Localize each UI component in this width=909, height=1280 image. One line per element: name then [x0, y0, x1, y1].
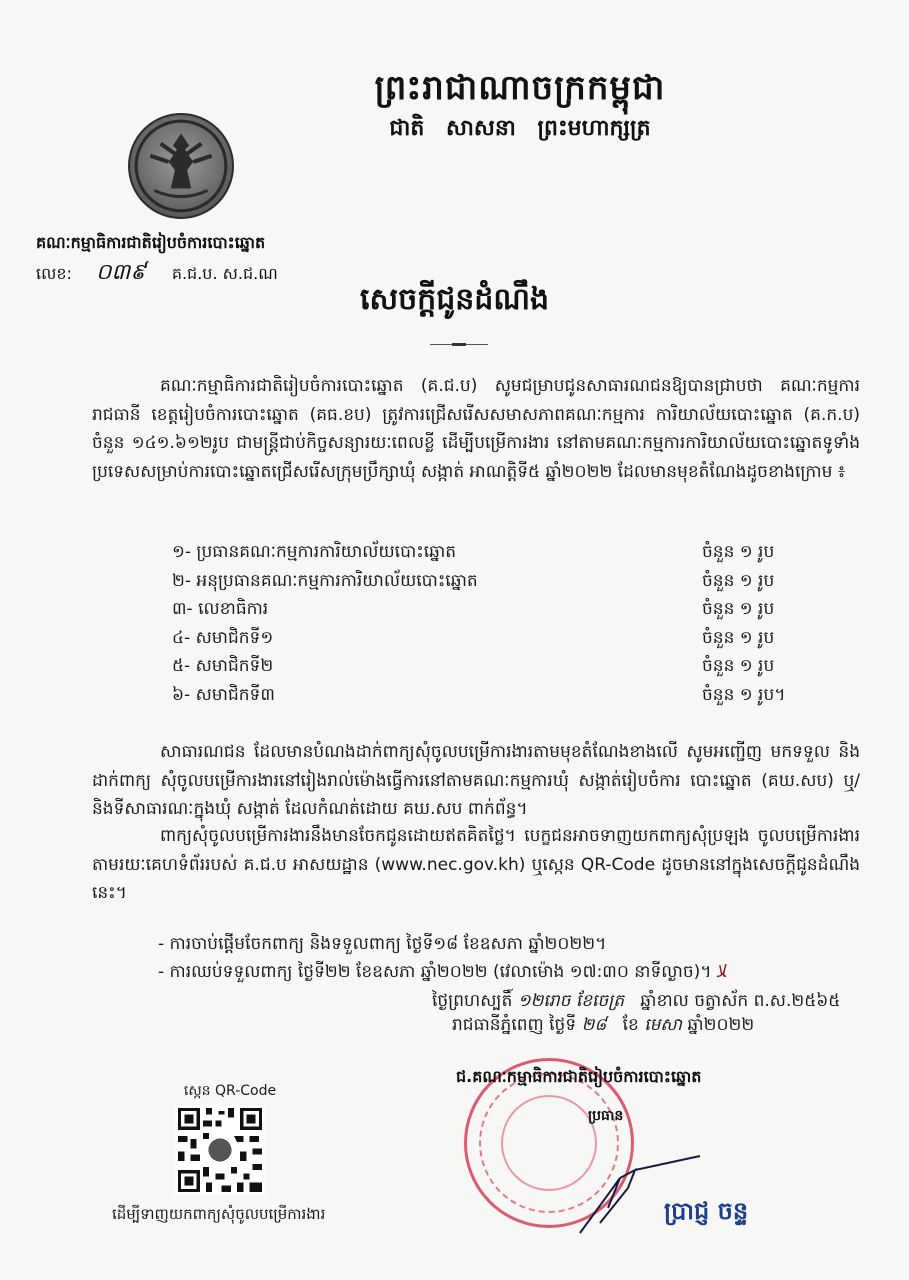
position-label: ៤- សមាជិកទី១: [172, 627, 274, 648]
position-count: ចំនួន ១ រូប: [702, 570, 775, 591]
handwritten-mark: ﻼ: [715, 962, 726, 982]
position-label: ៦- សមាជិកទី៣: [172, 684, 275, 705]
date-year: ឆ្នាំ២០២២: [687, 1015, 755, 1035]
gregorian-date: [452, 1014, 754, 1039]
position-label: ១- ប្រធានគណៈកម្មការការិយាល័យបោះឆ្នោត: [172, 542, 457, 562]
national-motto: ជាតិ សាសនា ព្រះមហាក្សត្រ: [389, 116, 651, 141]
position-count: ចំនួន ១ រូប។: [702, 684, 786, 705]
bullet-start-date: - ការចាប់ផ្តើមចែកពាក្យ និងទទួលពាក្យ ថ្ងៃទី១៨ ខែឧសភា ឆ្នាំ២០២២។: [158, 934, 607, 954]
bullet-end-date-text: - ការឈប់ទទួលពាក្យ ថ្ងៃទី២២ ខែឧសភា ឆ្នាំ២០២២ (វេលាម៉ោង ១៧:៣០ នាទីល្ងាច)។: [158, 962, 712, 982]
list-item: [172, 567, 792, 596]
paragraph-application: [92, 738, 860, 824]
signatory-organization: ជ.គណៈកម្មាធិការជាតិរៀបចំការបោះឆ្នោត: [456, 1067, 702, 1086]
position-label: ២- អនុប្រធានគណៈកម្មការការិយាល័យបោះឆ្នោត: [172, 570, 478, 591]
lunar-day: ១២រោច: [517, 991, 571, 1011]
title-divider: [430, 344, 488, 345]
reference-code: គ.ជ.ប. ស.ជ.ណ: [171, 264, 278, 283]
list-item: [172, 681, 792, 710]
date-place: រាជធានីភ្នំពេញ ថ្ងៃទី: [452, 1015, 577, 1035]
bullet-end-date: [158, 958, 726, 986]
signatory-role: ប្រធាន: [588, 1108, 624, 1124]
lunar-date: [432, 990, 840, 1015]
issuing-organization: គណៈកម្មាធិការជាតិរៀបចំការបោះឆ្នោត: [36, 233, 266, 252]
lunar-month: ខែចេត្រ: [575, 991, 625, 1011]
list-item: [172, 652, 792, 681]
paragraph-intro-text: គណៈកម្មាធិការជាតិរៀបចំការបោះឆ្នោត (គ.ជ.ប) សូមជម្រាបជូនសាធារណជនឱ្យបានជ្រាបថា គណៈកម្មការរាជធានី ខេត្តរៀបចំការបោះឆ្នោត (គធ.ខប) ត្រូវការជ្រើសរើសសមាសភាពគណៈកម្មការ ការិយាល័យបោះឆ្នោត (គ.ក.ប) ចំនួន ១៤១.៦១២រូប ជាមន្ត្រីជាប់កិច្ចសន្យារយៈពេលខ្លី ដើម្បីបម្រើការងារ នៅតាមគណៈកម្មការការិយាល័យបោះឆ្នោតទូទាំងប្រទេសសម្រាប់ការបោះឆ្នោតជ្រើសរើសក្រុមប្រឹក្សាឃុំ សង្កាត់ អាណត្តិទី៥ ឆ្នាំ២០២២ ដែលមានមុខតំណែងដូចខាងក្រោម ៖: [92, 376, 860, 482]
signatory-name: ប្រាជ្ញ ចន្ទ: [664, 1197, 749, 1225]
document-title: សេចក្តីជូនដំណឹង: [360, 282, 549, 317]
paragraph-application-text: សាធារណជន ដែលមានបំណងដាក់ពាក្យសុំចូលបម្រើការងារតាមមុខតំណែងខាងលើ សូមអញ្ជើញ មកទទួល និងដាក់ពាក្យ សុំចូលបម្រើការងារនៅរៀងរាល់ម៉ោងធ្វើការនៅតាមគណៈកម្មការឃុំ សង្កាត់រៀបចំការ បោះឆ្នោត (គឃ.សប) ឬ/និងទីសាធារណៈក្នុងឃុំ សង្កាត់ ដែលកំណត់ដោយ គឃ.សប ពាក់ព័ន្ធ។: [92, 742, 860, 819]
position-label: ៥- សមាជិកទី២: [172, 656, 274, 676]
positions-list: [172, 538, 792, 709]
list-item: [172, 538, 792, 567]
list-item: [172, 624, 792, 653]
position-count: ចំនួន ១ រូប: [702, 542, 775, 562]
date-month-label: ខែ: [622, 1015, 639, 1035]
paragraph-download: [92, 822, 860, 908]
reference-number: ០៣៩: [95, 260, 146, 285]
date-month: មេសា: [644, 1015, 683, 1035]
paragraph-download-text: ពាក្យសុំចូលបម្រើការងារនឹងមានចែកជូនដោយឥតគិតថ្លៃ។ បេក្ខជនអាចទាញយកពាក្យសុំប្រឡង ចូលបម្រើការងារតាមរយៈគេហទំព័ររបស់ គ.ជ.ប អាសយដ្ឋាន (www.nec.gov.kh) ឬស្កេន QR-Code ដូចមាននៅក្នុងសេចក្តីជូនដំណឹងនេះ។: [92, 826, 860, 903]
date-day: ២៨: [581, 1015, 607, 1035]
qr-caption: ដើម្បីទាញយកពាក្យសុំចូលបម្រើការងារ: [112, 1205, 326, 1223]
lunar-weekday: ថ្ងៃព្រហស្បតិ៍: [432, 991, 513, 1011]
kingdom-heading: ព្រះរាជាណាចក្រកម្ពុជា: [374, 68, 666, 108]
qr-label: ស្កេន QR-Code: [183, 1083, 277, 1099]
paragraph-intro: [92, 372, 860, 486]
position-label: ៣- លេខាធិការ: [172, 599, 269, 619]
nec-emblem-icon: [128, 113, 234, 219]
lunar-year: ឆ្នាំខាល ចត្វាស័ក ព.ស.២៥៦៥: [640, 991, 841, 1011]
position-count: ចំនួន ១ រូប: [702, 656, 775, 676]
list-item: [172, 595, 792, 624]
qr-code-icon[interactable]: [175, 1105, 265, 1195]
reference-label: លេខ:: [36, 264, 72, 283]
position-count: ចំនួន ១ រូប: [702, 599, 775, 619]
position-count: ចំនួន ១ រូប: [702, 627, 775, 648]
